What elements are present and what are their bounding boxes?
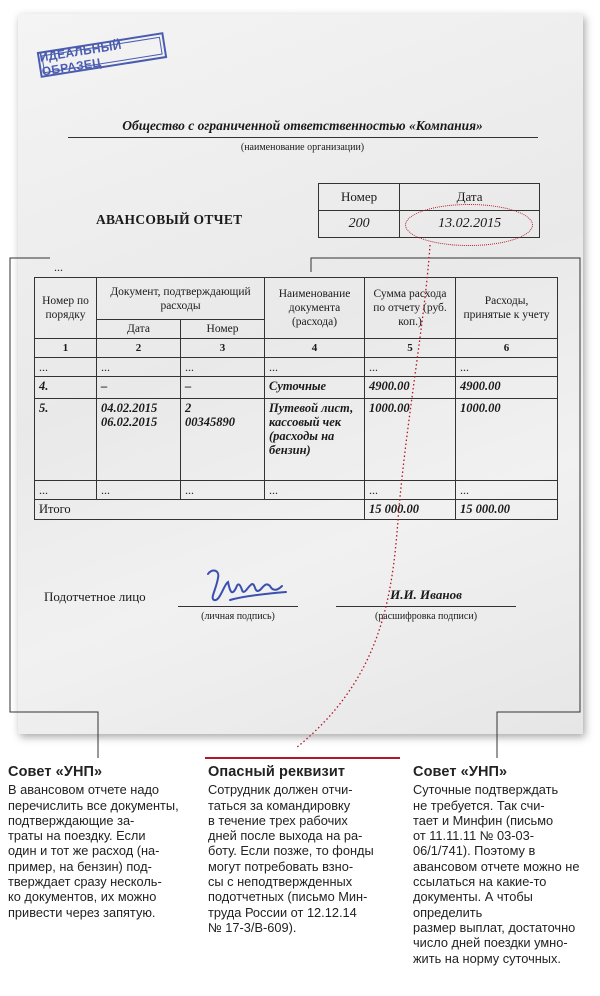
- col-num-3: 3: [181, 339, 265, 358]
- dots-cell: ...: [456, 358, 558, 377]
- note-title: Совет «УНП»: [413, 764, 508, 780]
- row5-num: 5.: [35, 399, 97, 481]
- row4-num: 4.: [35, 377, 97, 399]
- date-label: Дата: [400, 184, 540, 211]
- dots-cell: ...: [97, 481, 181, 500]
- organization-name: Общество с ограниченной ответственностью «Компания»: [122, 118, 483, 133]
- row5-name: Путевой лист, кассовый чек (расходы на бензин): [265, 399, 365, 481]
- row4-sum: 4900.00: [365, 377, 456, 399]
- dots-cell: ...: [456, 481, 558, 500]
- number-label: Номер: [319, 184, 400, 211]
- row5-accepted: 1000.00: [456, 399, 558, 481]
- note-advice-2: [413, 765, 600, 966]
- dots-cell: ...: [97, 358, 181, 377]
- total-sum: 15 000.00: [365, 500, 456, 520]
- report-number: 200: [319, 211, 400, 238]
- note-text: Суточные подтверждать не требуется. Так счи- тает и Минфин (письмо от 11.11.11 № 03-03- 06/1/741). Поэтому в авансовом отчете можно не ссылаться на какие-то документы. А чтобы определить размер выплат, достаточно число дней поездки умно- жить на норму суточных.: [413, 782, 580, 966]
- note-advice-1: [8, 765, 198, 920]
- note-text: Сотрудник должен отчи- таться за командировку в течение трех рабочих дней после выхода на ра- боту. Если позже, то фонды могут потребовать взно- сы с неподтвержденных подотчетных (письмо Мин- труда России от 12.12.14 № 17-3/В-609).: [208, 782, 374, 935]
- note-text: В авансовом отчете надо перечислить все документы, подтверждающие за- траты на поездку. Если один и тот же расход (на- пример, на бензин) под- тверждает сразу несколь- ко документов, их можно привести через запятую.: [8, 782, 179, 920]
- dots-cell: ...: [35, 481, 97, 500]
- signature-decoded-name: И.И. Иванов: [390, 587, 462, 602]
- report-date: 13.02.2015: [400, 211, 540, 238]
- dots-cell: ...: [265, 358, 365, 377]
- row4-number: –: [181, 377, 265, 399]
- row5-number: 2 00345890: [181, 399, 265, 481]
- top-ellipsis: ...: [54, 260, 63, 274]
- dots-cell: ...: [181, 481, 265, 500]
- sample-stamp: ИДЕАЛЬНЫЙ ОБРАЗЕЦ: [37, 32, 167, 78]
- dots-cell: ...: [365, 481, 456, 500]
- signature-caption: (личная подпись): [201, 611, 275, 622]
- header-doc-number: Номер: [181, 320, 265, 339]
- note-title: Совет «УНП»: [8, 764, 103, 780]
- note-title: Опасный реквизит: [208, 764, 346, 780]
- col-num-2: 2: [97, 339, 181, 358]
- organization-caption: (наименование организации): [240, 142, 365, 153]
- row5-date: 04.02.2015 06.02.2015: [97, 399, 181, 481]
- row5-sum: 1000.00: [365, 399, 456, 481]
- dots-cell: ...: [181, 358, 265, 377]
- row4-date: –: [97, 377, 181, 399]
- col-num-6: 6: [456, 339, 558, 358]
- accountable-person-label: Подотчетное лицо: [44, 589, 146, 604]
- report-title: АВАНСОВЫЙ ОТЧЕТ: [96, 212, 243, 227]
- header-doc-date: Дата: [97, 320, 181, 339]
- dots-cell: ...: [265, 481, 365, 500]
- col-num-4: 4: [265, 339, 365, 358]
- name-caption: (расшифровка подписи): [374, 611, 478, 622]
- col-num-5: 5: [365, 339, 456, 358]
- dots-cell: ...: [35, 358, 97, 377]
- header-name: Наименование документа (расхода): [265, 278, 365, 339]
- row4-accepted: 4900.00: [456, 377, 558, 399]
- total-accepted: 15 000.00: [456, 500, 558, 520]
- row4-name: Суточные: [265, 377, 365, 399]
- col-num-1: 1: [35, 339, 97, 358]
- header-num: Номер по порядку: [35, 278, 97, 339]
- note-dangerous-requisite: [208, 765, 398, 935]
- total-label: Итого: [35, 500, 365, 520]
- dots-cell: ...: [365, 358, 456, 377]
- header-doc: Документ, подтверждающий расходы: [97, 278, 265, 320]
- header-accepted: Расходы, принятые к учету: [456, 278, 558, 339]
- header-sum: Сумма расхода по отчету (руб. коп.): [365, 278, 456, 339]
